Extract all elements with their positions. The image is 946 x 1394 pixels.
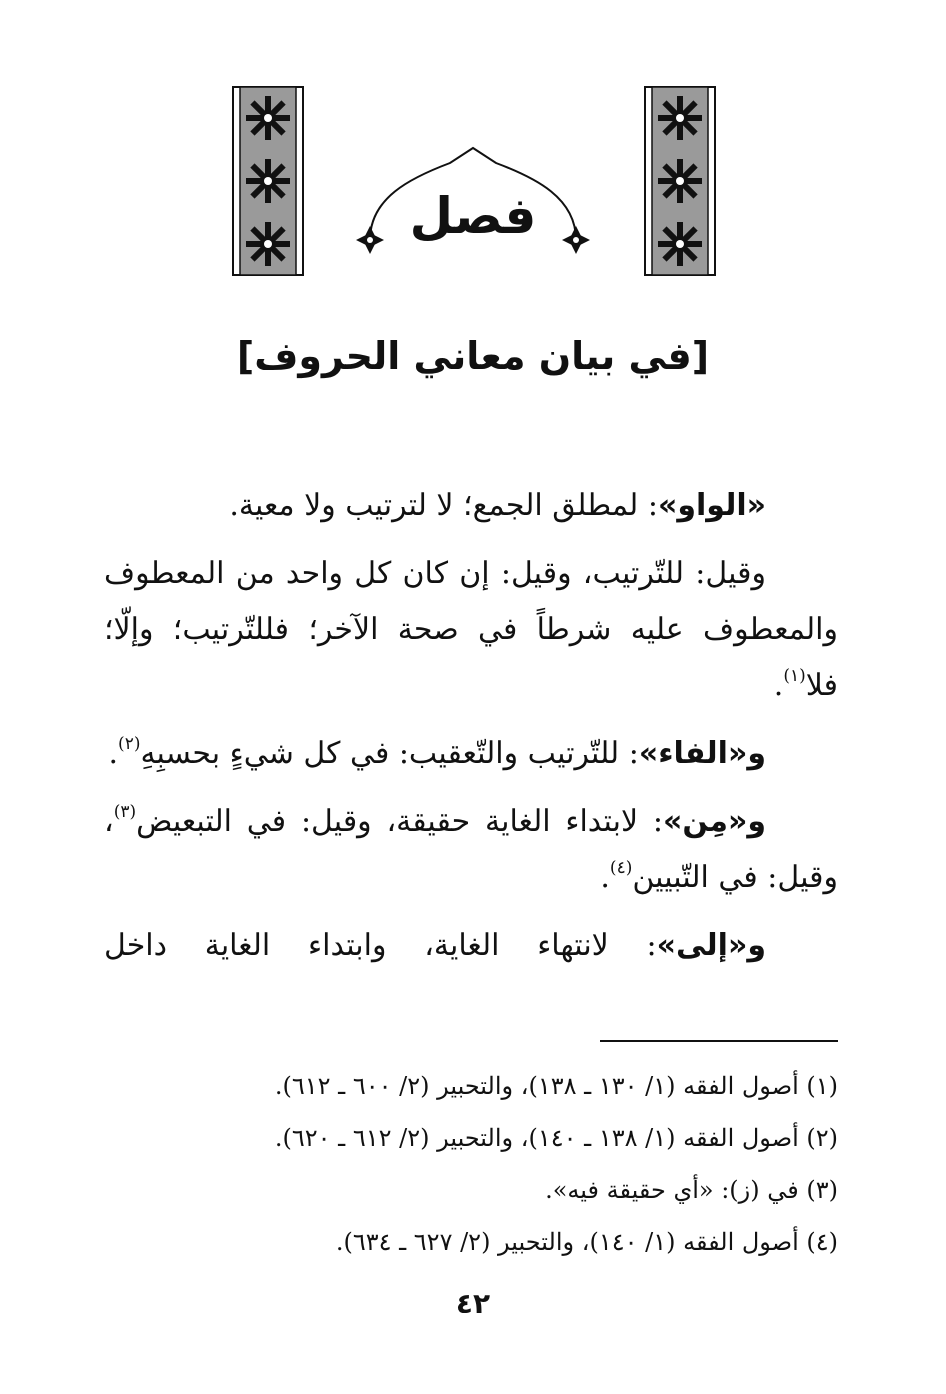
floral-column-ornament-icon: [644, 86, 716, 276]
paragraph-text-mid: ، وقيل: في التّبيين: [104, 804, 838, 895]
footnote-divider: [600, 1040, 838, 1042]
paragraph-text: : لابتداء الغاية حقيقة، وقيل: في التبعيض: [136, 804, 663, 839]
footnote-ref: (٤): [609, 858, 633, 878]
term-prefix: و: [747, 804, 766, 839]
paragraph-text: وقيل: للتّرتيب، وقيل: إن كان كل واحد من المعطوف والمعطوف عليه شرطاً في صحة الآخر؛ فللتّرتيب؛ وإلّا؛ فلا: [104, 556, 838, 703]
term-ila: «إلى»: [656, 928, 748, 963]
footnote-item: (٤) أصول الفقه (١/ ١٤٠)، والتحبير (٢/ ٦٢٧ ـ ٦٣٤).: [335, 1228, 838, 1256]
paragraph-text: : للتّرتيب والتّعقيب: في كل شيءٍ بحسبِهِ: [140, 736, 639, 771]
paragraph-min: [104, 794, 838, 906]
term-prefix: و: [747, 736, 766, 771]
term-waw: «الواو»: [657, 488, 766, 523]
footnotes-list: [104, 1060, 838, 1268]
paragraph-text: : لانتهاء الغاية، وابتداء الغاية داخل: [104, 928, 657, 963]
paragraph-end: .: [108, 736, 119, 771]
chapter-header-ornament: [0, 0, 946, 300]
page-number: ٤٢: [455, 1287, 491, 1320]
paragraph-faa: [104, 726, 838, 782]
paragraph-waw-tartib: [104, 546, 838, 714]
footnote-ref: (٣): [113, 802, 137, 822]
term-faa: «الفاء»: [638, 736, 748, 771]
paragraph-end: .: [773, 668, 784, 703]
term-prefix: و: [747, 928, 766, 963]
paragraph-text: : لمطلق الجمع؛ لا لترتيب ولا معية.: [229, 488, 658, 523]
term-min: «مِن»: [663, 804, 748, 839]
main-text: [104, 478, 838, 974]
paragraph-ila: [104, 918, 838, 974]
section-heading: [في بيان معاني الحروف]: [236, 334, 710, 378]
diamond-flourish-icon: [562, 226, 590, 254]
footnote-item: (٢) أصول الفقه (١/ ١٣٨ ـ ١٤٠)، والتحبير (٢/ ٦١٢ ـ ٦٢٠).: [274, 1124, 838, 1152]
chapter-title: فصل: [409, 187, 537, 245]
footnote-ref: (١): [783, 666, 806, 686]
footnote-ref: (٢): [118, 734, 141, 754]
footnote-item: (٣) في (ز): «أي حقيقة فيه».: [545, 1176, 838, 1204]
paragraph-waw: [104, 478, 838, 534]
paragraph-end: .: [600, 860, 610, 895]
floral-column-ornament-icon: [232, 86, 304, 276]
footnote-item: (١) أصول الفقه (١/ ١٣٠ ـ ١٣٨)، والتحبير (٢/ ٦٠٠ ـ ٦١٢).: [274, 1072, 838, 1100]
